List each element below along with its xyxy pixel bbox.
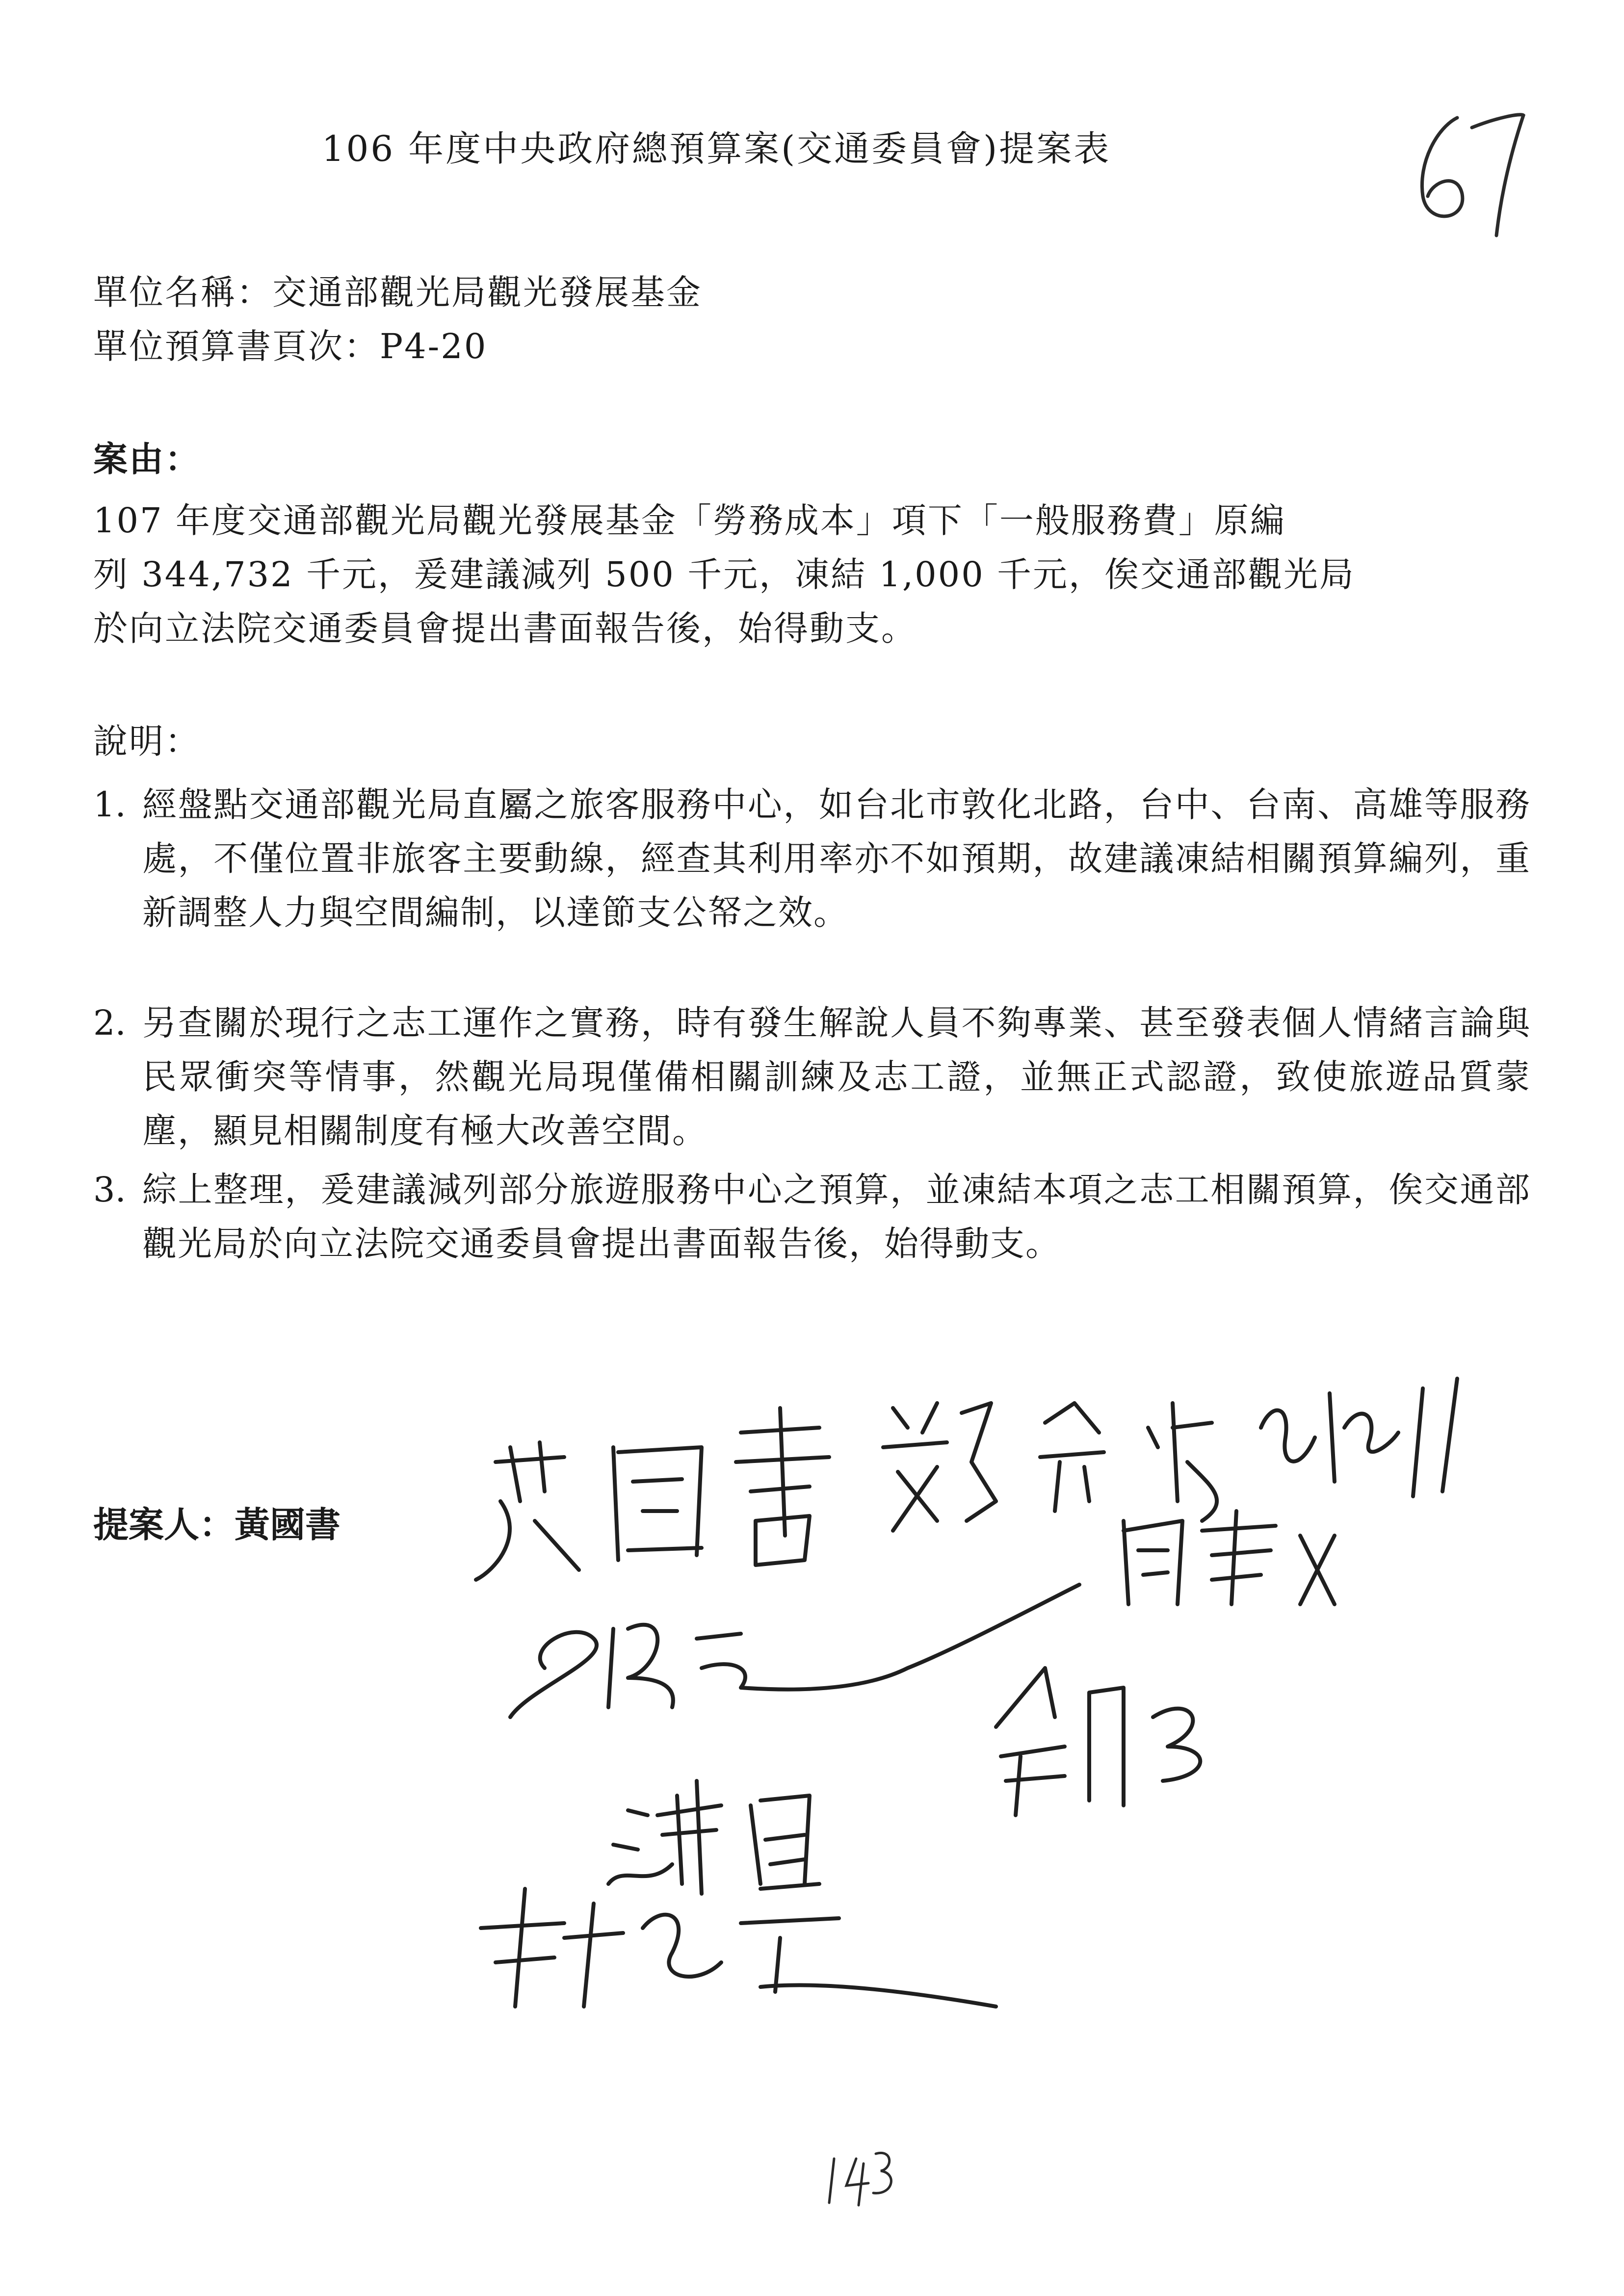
item-text: 綜上整理，爰建議減列部分旅遊服務中心之預算，並凍結本項之志工相關預算，俟交通部觀光局於向立法院交通委員會提出書面報告後，始得動支。 xyxy=(142,1170,1531,1264)
explanation-item-3 xyxy=(93,1163,1531,1271)
item-number: 3. xyxy=(93,1170,126,1210)
proposer: 提案人：黃國書 xyxy=(93,1504,341,1545)
explanation-item-1 xyxy=(93,778,1531,939)
item-text: 另查關於現行之志工運作之實務，時有發生解說人員不夠專業、甚至發表個人情緒言論與民眾衝突等情事，然觀光局現僅備相關訓練及志工證，並無正式認證，致使旅遊品質蒙塵，顯見相關制度有極大改善空間。 xyxy=(142,1003,1531,1151)
handwritten-page-number xyxy=(819,2144,898,2213)
case-heading: 案由： xyxy=(93,439,201,479)
item-number: 1. xyxy=(93,784,126,825)
case-line-2: 列 344,732 千元，爰建議減列 500 千元，凍結 1,000 千元，俟交通部觀光局 xyxy=(93,554,1355,595)
document-title: 106 年度中央政府總預算案(交通委員會)提案表 xyxy=(321,128,1111,169)
handwritten-signatures xyxy=(466,1374,1545,2011)
item-text: 經盤點交通部觀光局直屬之旅客服務中心，如台北市敦化北路，台中、台南、高雄等服務處，不僅位置非旅客主要動線，經查其利用率亦不如預期，故建議凍結相關預算編列，重新調整人力與空間編制，以達節支公帑之效。 xyxy=(142,784,1531,933)
unit-name: 單位名稱：交通部觀光局觀光發展基金 xyxy=(93,272,702,313)
item-number: 2. xyxy=(93,1003,126,1043)
budget-page-ref: 單位預算書頁次：P4-20 xyxy=(93,326,488,366)
handwritten-number xyxy=(1398,98,1536,245)
explanation-item-2 xyxy=(93,996,1531,1158)
case-line-3: 於向立法院交通委員會提出書面報告後，始得動支。 xyxy=(93,608,917,649)
explanation-heading: 說明： xyxy=(93,721,201,761)
case-line-1: 107 年度交通部觀光局觀光發展基金「勞務成本」項下「一般服務費」原編 xyxy=(93,500,1286,541)
